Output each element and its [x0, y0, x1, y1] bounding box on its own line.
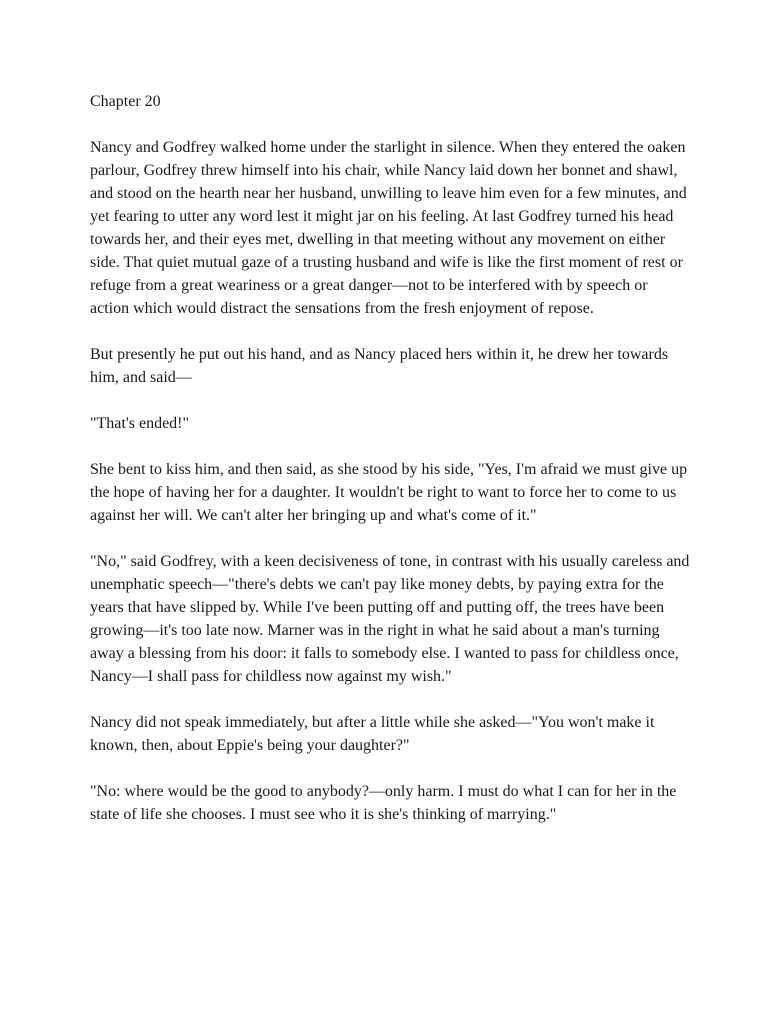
paragraph-7: "No: where would be the good to anybody?—only harm. I must do what I can for her in the state of life she chooses. I must see who it is she's thinking of marrying." [90, 783, 677, 823]
paragraph-6: Nancy did not speak immediately, but after a little while she asked—"You won't make it known, then, about Eppie's being your daughter?" [90, 714, 655, 754]
paragraph-1: Nancy and Godfrey walked home under the starlight in silence. When they entered the oaken parlour, Godfrey threw himself into his chair, while Nancy laid down her bonnet and shawl, and stood on the hearth near her husband, unwilling to leave him even for a few minutes, and yet fearing to utter any word lest it might jar on his feeling. At last Godfrey turned his head towards her, and their eyes met, dwelling in that meeting without any movement on either side. That quiet mutual gaze of a trusting husband and wife is like the first moment of rest or refuge from a great weariness or a great danger—not to be interfered with by speech or action which would distract the sensations from the fresh enjoyment of repose. [90, 139, 687, 317]
paragraph-3: "That's ended!" [90, 415, 190, 432]
paragraph-5: "No," said Godfrey, with a keen decisiveness of tone, in contrast with his usually careless and unemphatic speech—"there's debts we can't pay like money debts, by paying extra for the years that have slipped by. While I've been putting off and putting off, the trees have been growing—it's too late now. Marner was in the right in what he said about a man's turning away a blessing from his door: it falls to somebody else. I wanted to pass for childless once, Nancy—I shall pass for childless now against my wish." [90, 553, 690, 685]
paragraph-4: She bent to kiss him, and then said, as she stood by his side, "Yes, I'm afraid we must give up the hope of having her for a daughter. It wouldn't be right to want to force her to come to us against her will. We can't alter her bringing up and what's come of it." [90, 461, 688, 524]
chapter-title: Chapter 20 [90, 93, 161, 110]
paragraph-2: But presently he put out his hand, and as Nancy placed hers within it, he drew her towards him, and said— [90, 346, 669, 386]
document-page [90, 90, 690, 849]
